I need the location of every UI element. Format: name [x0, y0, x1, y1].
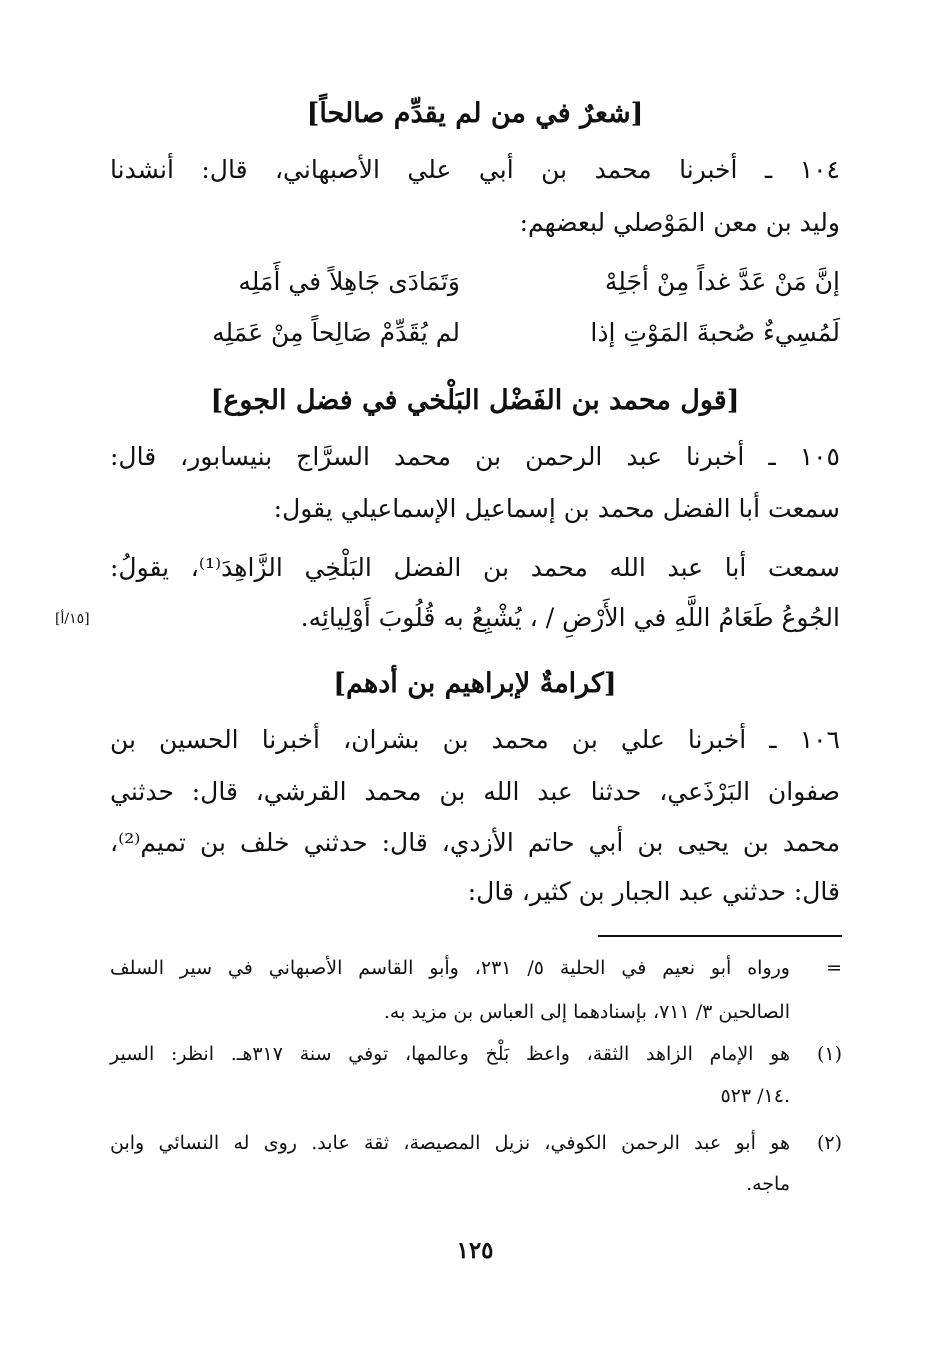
footnote-1-line-2: ١٤/ ٥٢٣. — [720, 1085, 790, 1107]
verse-2-first-hemistich: لَمُسِيءٌ صُحبةَ المَوْتِ إذا — [590, 318, 840, 347]
paragraph-105-line-2: سمعت أبا الفضل محمد بن إسماعيل الإسماعيلي يقول: — [273, 494, 840, 523]
paragraph-105-line-3: سمعت أبا عبد الله محمد بن الفضل البَلْخِي الزَّاهِدَ⁽¹⁾، يقولُ: — [110, 553, 840, 582]
section-heading-karama: [كرامةٌ لإبراهيم بن أدهم] — [333, 668, 617, 699]
manuscript-folio-marker: [١٥/أ] — [55, 611, 90, 627]
paragraph-105-line-1: ١٠٥ ـ أخبرنا عبد الرحمن بن محمد السرَّاج بنيسابور، قال: — [110, 442, 840, 471]
paragraph-104-line-1: ١٠٤ ـ أخبرنا محمد بن أبي علي الأصبهاني، قال: أنشدنا — [110, 155, 840, 184]
footnote-continuation-line-2: الصالحين ٣/ ٧١١، بإسنادهما إلى العباس بن مزيد به. — [383, 1001, 790, 1023]
section-heading-hunger: [قول محمد بن الفَضْل البَلْخي في فضل الجوع] — [210, 385, 740, 416]
footnote-2-mark: (٢) — [816, 1132, 842, 1154]
footnote-2-line-2: ماجه. — [746, 1173, 790, 1195]
paragraph-106-line-2: صفوان البَرْذَعي، حدثنا عبد الله بن محمد القرشي، قال: حدثني — [110, 777, 840, 806]
verse-1-first-hemistich: إنَّ مَنْ عَدَّ غداً مِنْ أجَلِهْ — [604, 267, 840, 296]
verse-1-second-hemistich: وَتَمَادَى جَاهِلاً في أَمَلِه — [238, 267, 460, 296]
page-number: ١٢٥ — [456, 1237, 494, 1264]
footnote-1-mark: (١) — [816, 1043, 842, 1065]
paragraph-106-line-3: محمد بن يحيى بن أبي حاتم الأزدي، قال: حدثني خلف بن تميم⁽²⁾، — [110, 828, 840, 857]
section-heading-poetry: [شعرٌ في من لم يقدِّم صالحاً] — [306, 98, 644, 129]
footnote-continuation-mark: = — [826, 957, 842, 979]
paragraph-104-line-2: وليد بن معن المَوْصلي لبعضهم: — [519, 208, 840, 237]
footnote-2-line-1: هو أبو عبد الرحمن الكوفي، نزيل المصيصة، ثقة عابد. روى له النسائي وابن — [110, 1132, 790, 1154]
paragraph-106-line-1: ١٠٦ ـ أخبرنا علي بن محمد بن بشران، أخبرنا الحسين بن — [110, 725, 840, 754]
footnote-1-line-1: هو الإمام الزاهد الثقة، واعظ بَلْخ وعالمها، توفي سنة ٣١٧هـ. انظر: السير — [110, 1043, 790, 1065]
paragraph-106-line-4: قال: حدثني عبد الجبار بن كثير، قال: — [467, 877, 840, 906]
verse-2-second-hemistich: لم يُقَدِّمْ صَالِحاً مِنْ عَمَلِه — [212, 318, 460, 347]
footnote-separator — [598, 935, 842, 937]
paragraph-105-line-4: الجُوعُ طَعَامُ اللَّهِ في الأَرْضِ / ، يُشْبِعُ به قُلُوبَ أَوْلِيائِه. — [300, 603, 840, 632]
footnote-continuation-line-1: ورواه أبو نعيم في الحلية ٥/ ٢٣١، وأبو القاسم الأصبهاني في سير السلف — [110, 957, 790, 979]
